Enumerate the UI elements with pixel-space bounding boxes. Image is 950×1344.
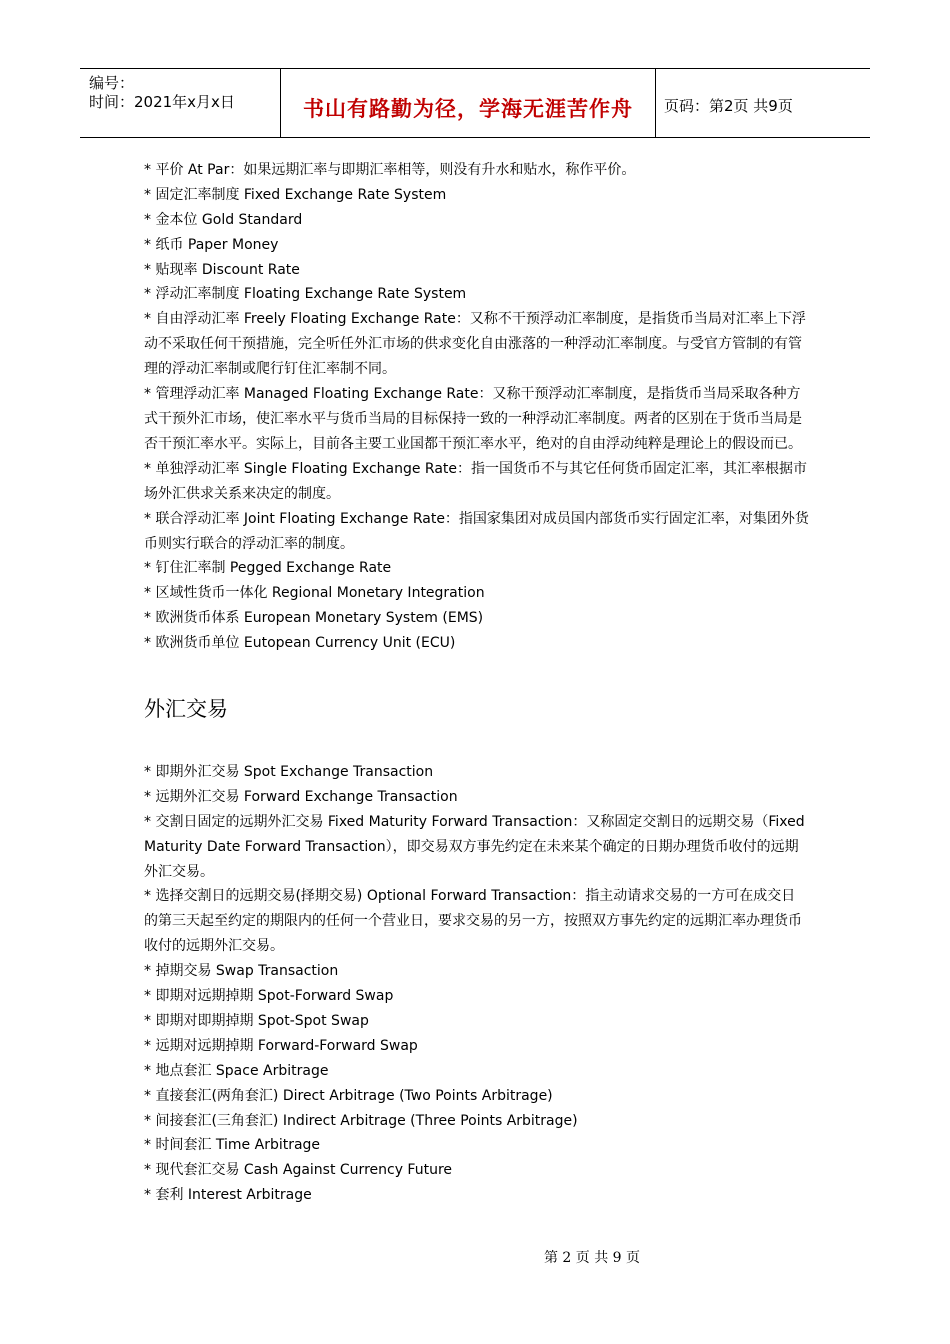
header-center-cell [280, 69, 656, 137]
list-item-paragraph: * 自由浮动汇率 Freely Floating Exchange Rate：又称不干预浮动汇率制度，是指货币当局对汇率上下浮动不采取任何干预措施，完全听任外汇市场的供求变化自由涨落的一种浮动汇率制度。与受官方管制的有管理的浮动汇率制或爬行钉住汇率制不同。 [144, 311, 806, 378]
list-item: * 浮动汇率制度 Floating Exchange Rate System [144, 286, 467, 303]
list-item: * 时间套汇 Time Arbitrage [144, 1137, 321, 1154]
list-item: * 地点套汇 Space Arbitrage [144, 1062, 329, 1079]
list-item-paragraph: * 交割日固定的远期外汇交易 Fixed Maturity Forward Transaction：又称固定交割日的远期交易（Fixed Maturity Date Forward Transaction），即交易双方事先约定在未来某个确定的日期办理货币收付的远期外汇交易。 [144, 813, 805, 880]
page-header [80, 68, 870, 138]
document-date-label: 时间：2021年x月x日 [89, 93, 235, 111]
list-item: * 欧洲货币体系 European Monetary System (EMS) [144, 610, 484, 627]
list-item: * 远期对远期掉期 Forward-Forward Swap [144, 1037, 418, 1054]
page-footer: 第 2 页 共 9 页 [543, 1250, 641, 1266]
list-item: * 即期对即期掉期 Spot-Spot Swap [144, 1012, 369, 1029]
list-item: * 区域性货币一体化 Regional Monetary Integration [144, 585, 485, 602]
list-item: * 直接套汇(两角套汇) Direct Arbitrage (Two Points Arbitrage) [144, 1087, 553, 1104]
header-right-cell [655, 69, 870, 137]
list-item: * 即期对远期掉期 Spot-Forward Swap [144, 988, 394, 1005]
list-item: * 即期外汇交易 Spot Exchange Transaction [144, 763, 434, 780]
list-item-paragraph: * 单独浮动汇率 Single Floating Exchange Rate：指一国货币不与其它任何货币固定汇率，其汇率根据市场外汇供求关系来决定的制度。 [144, 460, 808, 502]
list-item: * 现代套汇交易 Cash Against Currency Future [144, 1162, 453, 1179]
list-item: * 金本位 Gold Standard [144, 211, 303, 228]
list-item: * 固定汇率制度 Fixed Exchange Rate System [144, 186, 447, 203]
list-item: * 套利 Interest Arbitrage [144, 1187, 312, 1204]
document-number-label: 编号： [89, 74, 135, 92]
header-motto: 书山有路勤为径，学海无涯苦作舟 [303, 97, 633, 121]
list-item: * 贴现率 Discount Rate [144, 261, 300, 278]
header-left-cell [80, 69, 280, 137]
list-item: * 远期外汇交易 Forward Exchange Transaction [144, 788, 458, 805]
list-item: * 钉住汇率制 Pegged Exchange Rate [144, 560, 392, 577]
list-item-paragraph: * 选择交割日的远期交易(择期交易) Optional Forward Transaction：指主动请求交易的一方可在成交日的第三天起至约定的期限内的任何一个营业日，要求交易的另一方，按照双方事先约定的远期汇率办理货币收付的远期外汇交易。 [144, 888, 802, 955]
list-item: * 掉期交易 Swap Transaction [144, 963, 339, 980]
list-item-paragraph: * 联合浮动汇率 Joint Floating Exchange Rate：指国家集团对成员国内部货币实行固定汇率，对集团外货币则实行联合的浮动汇率的制度。 [144, 510, 809, 552]
list-item: * 间接套汇(三角套汇) Indirect Arbitrage (Three Points Arbitrage) [144, 1112, 578, 1129]
document-body [144, 158, 809, 1208]
list-item: * 欧洲货币单位 Eutopean Currency Unit (ECU) [144, 635, 456, 652]
list-item: * 纸币 Paper Money [144, 236, 279, 253]
list-item-paragraph: * 管理浮动汇率 Managed Floating Exchange Rate：又称干预浮动汇率制度，是指货币当局采取各种方式干预外汇市场，使汇率水平与货币当局的目标保持一致的一种浮动汇率制度。两者的区别在于货币当局是否干预汇率水平。实际上，目前各主要工业国都干预汇率水平，绝对的自由浮动纯粹是理论上的假设而已。 [144, 386, 802, 452]
list-item: * 平价 At Par：如果远期汇率与即期汇率相等，则没有升水和贴水，称作平价。 [144, 162, 636, 178]
header-page-label: 页码：第2页 共9页 [664, 97, 793, 115]
section-heading: 外汇交易 [144, 696, 228, 721]
